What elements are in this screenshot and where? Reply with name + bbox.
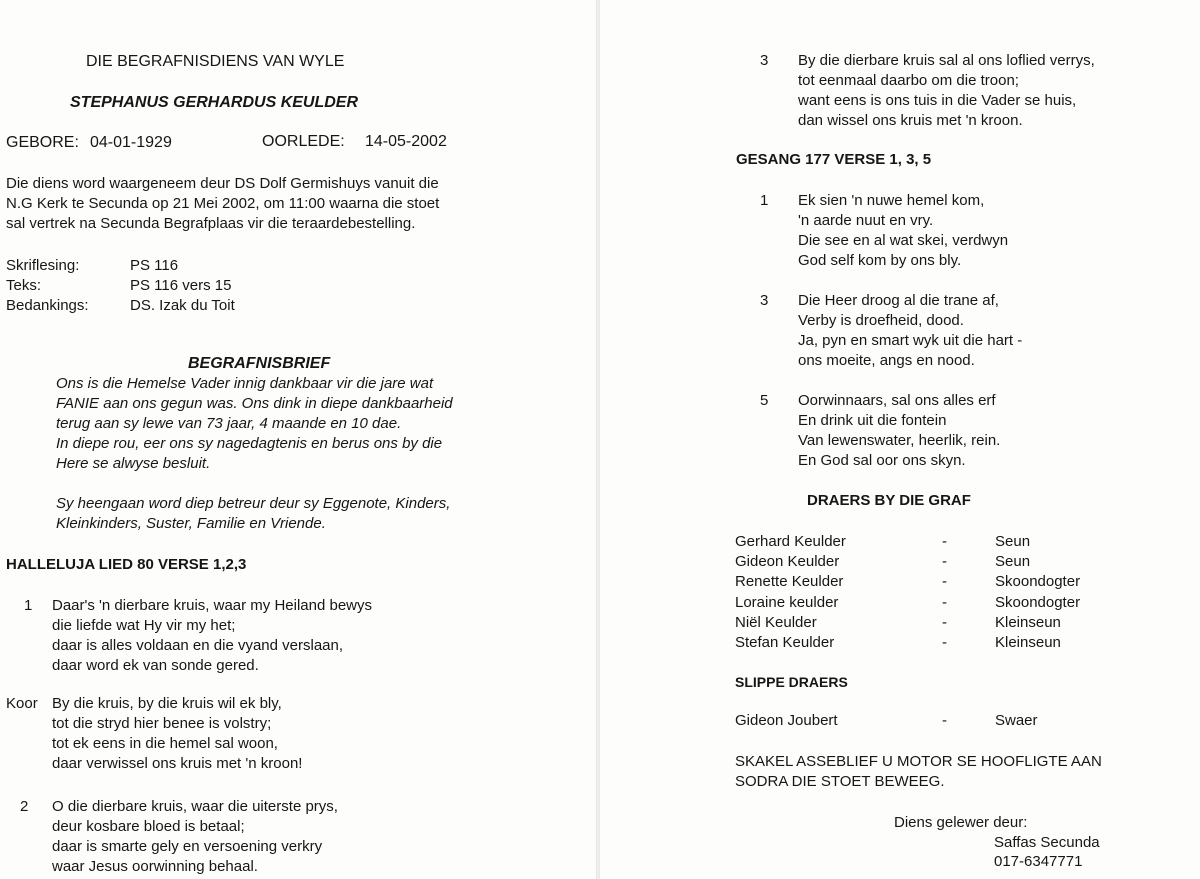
stanza-line: ons moeite, angs en nood. (798, 352, 975, 369)
letter-line: terug aan sy lewe van 73 jaar, 4 maande en 10 dae. (56, 415, 402, 432)
bearer-dash: - (942, 633, 947, 651)
detail-label: Skriflesing: (6, 257, 80, 274)
bearer-row (735, 711, 1175, 731)
bearer-relation: Kleinseun (995, 613, 1061, 631)
detail-label: Teks: (6, 277, 42, 295)
stanza-line: tot eenmaal daarbo om die troon; (798, 72, 1019, 89)
bearers-list (735, 532, 1175, 653)
bearer-name: Gideon Joubert (735, 712, 838, 729)
died-date: 14-05-2002 (365, 133, 447, 150)
stanza-number: 3 (760, 292, 769, 309)
bearer-relation: Seun (995, 533, 1031, 550)
bearer-name: Gideon Keulder (735, 553, 840, 571)
stanza-line: En God sal oor ons skyn. (798, 452, 966, 469)
slip-bearers-list (735, 711, 1175, 731)
stanza-number: 2 (20, 798, 29, 815)
letter-line: Sy heengaan word diep betreur deur sy Eggenote, Kinders, (56, 495, 451, 512)
bearer-name: Gerhard Keulder (735, 533, 846, 550)
service-details (6, 256, 306, 317)
stanza-line: tot die stryd hier benee is volstry; (52, 715, 272, 732)
stanza-number: 1 (760, 192, 769, 209)
stanza-line: daar is smarte gely en versoening verkry (52, 838, 323, 855)
hymn1-title: HALLELUJA LIED 80 VERSE 1,2,3 (6, 556, 247, 573)
bearer-row (735, 572, 1175, 592)
born-date: 04-01-1929 (90, 134, 172, 151)
bearer-name: Renette Keulder (735, 573, 844, 591)
bearer-row (735, 552, 1175, 572)
left-page (0, 0, 596, 879)
bearer-dash: - (942, 712, 947, 729)
service-text-line: N.G Kerk te Secunda op 21 Mei 2002, om 11:00 waarna die stoet (6, 195, 440, 212)
born-label: GEBORE: (6, 134, 79, 151)
stanza-number: 1 (24, 597, 33, 614)
stanza-line: By die kruis, by die kruis wil ek bly, (52, 695, 282, 712)
letter-line: In diepe rou, eer ons sy nagedagtenis en berus ons by die (56, 435, 443, 452)
stanza-number: 5 (760, 392, 769, 409)
service-by-name: Saffas Secunda (994, 834, 1100, 851)
bearer-name: Loraine keulder (735, 593, 839, 611)
stanza-line: waar Jesus oorwinning behaal. (52, 858, 258, 875)
bearer-dash: - (942, 613, 947, 631)
service-by-label: Diens gelewer deur: (894, 814, 1028, 831)
stanza-line: Ek sien 'n nuwe hemel kom, (798, 192, 985, 209)
stanza-line: By die dierbare kruis sal al ons loflied verrys, (798, 52, 1095, 69)
bearer-dash: - (942, 573, 947, 591)
stanza-line: Die Heer droog al die trane af, (798, 292, 999, 309)
letter-line (56, 474, 453, 494)
stanza-line: Van lewenswater, heerlik, rein. (798, 432, 1001, 449)
bearer-name: Niël Keulder (735, 613, 817, 631)
letter-line: Here se alwyse besluit. (56, 455, 211, 472)
detail-value: DS. Izak du Toit (130, 297, 235, 315)
stanza-line: En drink uit die fontein (798, 412, 947, 429)
stanza-line: dan wissel ons kruis met 'n kroon. (798, 112, 1023, 129)
deceased-name: STEPHANUS GERHARDUS KEULDER (70, 94, 359, 111)
detail-row (6, 256, 306, 276)
bearer-row (735, 633, 1175, 653)
bearer-name: Stefan Keulder (735, 633, 835, 651)
letter-line: FANIE aan ons gegun was. Ons dink in diepe dankbaarheid (56, 395, 453, 412)
bearer-row (735, 593, 1175, 613)
right-page (600, 0, 1200, 879)
hymn2-title: GESANG 177 VERSE 1, 3, 5 (736, 151, 932, 168)
bearer-dash: - (942, 533, 947, 550)
stanza-line: Daar's 'n dierbare kruis, waar my Heiland bewys (52, 597, 373, 614)
stanza-line: Ja, pyn en smart wyk uit die hart - (798, 332, 1023, 349)
stanza-number: 3 (760, 52, 769, 69)
service-by-phone: 017-6347771 (994, 853, 1083, 870)
slip-bearers-title: SLIPPE DRAERS (735, 674, 848, 690)
letter-line: Ons is die Hemelse Vader innig dankbaar vir die jare wat (56, 375, 434, 392)
service-text-line: Die diens word waargeneem deur DS Dolf Germishuys vanuit die (6, 175, 439, 192)
letter-line: Kleinkinders, Suster, Familie en Vriende. (56, 515, 326, 532)
bearer-relation: Kleinseun (995, 633, 1061, 651)
notice-line: SODRA DIE STOET BEWEEG. (735, 773, 945, 790)
stanza-line: die liefde wat Hy vir my het; (52, 617, 236, 634)
stanza-line: tot ek eens in die hemel sal woon, (52, 735, 278, 752)
stanza-line: daar word ek van sonde gered. (52, 657, 259, 674)
notice-line: SKAKEL ASSEBLIEF U MOTOR SE HOOFLIGTE AAN (735, 753, 1102, 770)
died-label: OORLEDE: (262, 133, 345, 150)
letter-title: BEGRAFNISBRIEF (188, 355, 331, 372)
bearer-relation: Swaer (995, 712, 1038, 729)
bearer-row (735, 613, 1175, 633)
detail-row (6, 296, 306, 316)
stanza-line: Die see en al wat skei, verdwyn (798, 232, 1009, 249)
detail-value: PS 116 vers 15 (130, 277, 232, 295)
stanza-line: Verby is droefheid, dood. (798, 312, 964, 329)
stanza-number: Koor (6, 695, 38, 712)
stanza-line: deur kosbare bloed is betaal; (52, 818, 245, 835)
service-heading: DIE BEGRAFNISDIENS VAN WYLE (86, 53, 345, 70)
stanza-line: Oorwinnaars, sal ons alles erf (798, 392, 996, 409)
stanza-line: 'n aarde nuut en vry. (798, 212, 934, 229)
bearers-title: DRAERS BY DIE GRAF (807, 492, 971, 509)
bearer-dash: - (942, 593, 947, 611)
bearer-relation: Skoondogter (995, 593, 1081, 611)
stanza-line: God self kom by ons bly. (798, 252, 962, 269)
stanza-line: O die dierbare kruis, waar die uiterste prys, (52, 798, 338, 815)
stanza-line: want eens is ons tuis in die Vader se huis, (798, 92, 1077, 109)
detail-value: PS 116 (130, 257, 179, 274)
stanza-line: daar verwissel ons kruis met 'n kroon! (52, 755, 303, 772)
bearer-relation: Seun (995, 553, 1031, 571)
bearer-row (735, 532, 1175, 552)
detail-label: Bedankings: (6, 297, 89, 315)
service-text-line: sal vertrek na Secunda Begrafplaas vir die teraardebestelling. (6, 215, 416, 232)
detail-row (6, 276, 306, 296)
stanza-line: daar is alles voldaan en die vyand verslaan, (52, 637, 344, 654)
bearer-relation: Skoondogter (995, 573, 1081, 591)
bearer-dash: - (942, 553, 947, 571)
